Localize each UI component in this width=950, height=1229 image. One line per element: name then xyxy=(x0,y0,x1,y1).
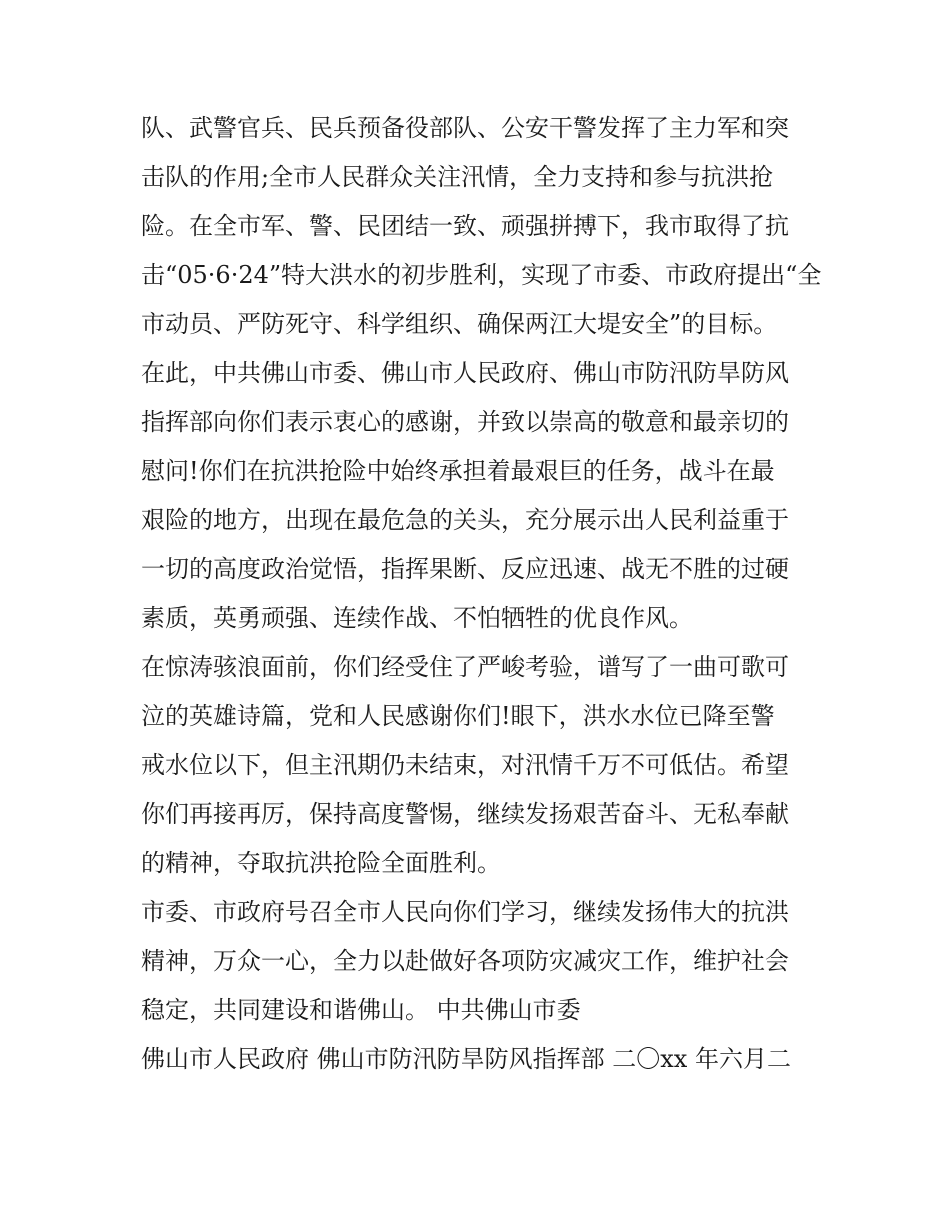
text-line: 你们再接再厉，保持高度警惕，继续发扬艰苦奋斗、无私奉献 xyxy=(141,800,789,828)
document-page xyxy=(141,104,821,1084)
paragraph-5 xyxy=(141,1035,821,1084)
text-line: 市委、市政府号召全市人民向你们学习，继续发扬伟大的抗洪 xyxy=(141,898,789,926)
text-line: 素质，英勇顽强、连续作战、不怕牺牲的优良作风。 xyxy=(141,604,693,632)
text-line: 泣的英雄诗篇，党和人民感谢你们!眼下，洪水水位已降至警 xyxy=(141,702,775,730)
text-line: 戒水位以下，但主汛期仍未结束，对汛情千万不可低估。希望 xyxy=(141,751,789,779)
text-line: 指挥部向你们表示衷心的感谢，并致以崇高的敬意和最亲切的 xyxy=(141,408,789,436)
text-line: 击“05·6·24”特大洪水的初步胜利，实现了市委、市政府提出“全 xyxy=(141,261,822,289)
text-line: 一切的高度政治觉悟，指挥果断、反应迅速、战无不胜的过硬 xyxy=(141,555,789,583)
text-line: 在惊涛骇浪面前，你们经受住了严峻考验，谱写了一曲可歌可 xyxy=(141,653,789,681)
text-line: 击队的作用;全市人民群众关注汛情，全力支持和参与抗洪抢 xyxy=(141,163,774,191)
text-line: 慰问!你们在抗洪抢险中始终承担着最艰巨的任务，战斗在最 xyxy=(141,457,775,485)
text-line: 的精神，夺取抗洪抢险全面胜利。 xyxy=(141,849,501,877)
text-line: 艰险的地方，出现在最危急的关头，充分展示出人民利益重于 xyxy=(141,506,789,534)
paragraph-4 xyxy=(141,888,821,1035)
paragraph-1 xyxy=(141,104,821,349)
text-line: 精神，万众一心，全力以赴做好各项防灾减灾工作，维护社会 xyxy=(141,947,789,975)
text-line: 稳定，共同建设和谐佛山。 中共佛山市委 xyxy=(141,996,581,1024)
text-line: 佛山市人民政府 佛山市防汛防旱防风指挥部 二〇xx 年六月二 xyxy=(141,1045,791,1073)
text-line: 在此，中共佛山市委、佛山市人民政府、佛山市防汛防旱防风 xyxy=(141,359,789,387)
text-line: 险。在全市军、警、民团结一致、顽强拼搏下，我市取得了抗 xyxy=(141,212,789,240)
paragraph-2 xyxy=(141,349,821,643)
text-line: 市动员、严防死守、科学组织、确保两江大堤安全”的目标。 xyxy=(141,310,778,338)
paragraph-3 xyxy=(141,643,821,888)
text-line: 队、武警官兵、民兵预备役部队、公安干警发挥了主力军和突 xyxy=(141,114,789,142)
